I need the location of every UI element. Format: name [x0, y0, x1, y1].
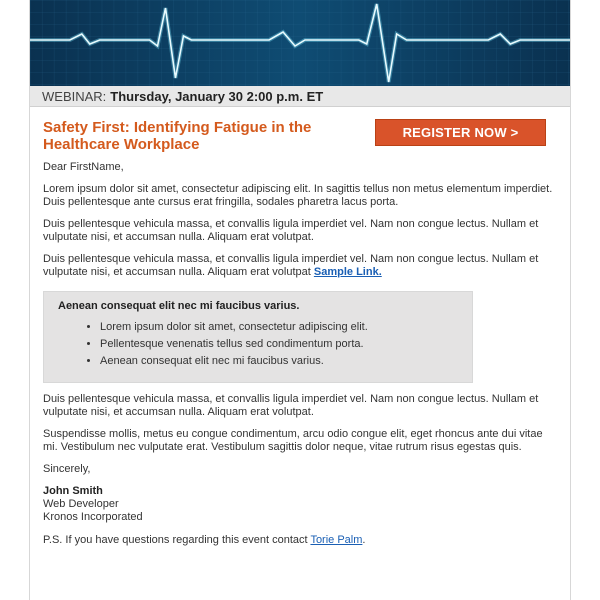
signature-name: John Smith — [43, 485, 103, 497]
webinar-label: WEBINAR: — [42, 88, 107, 104]
body-paragraph-5: Suspendisse mollis, metus eu congue condimentum, arcu odio congue elit, eget rhoncus ante dui vitae mi. Vestibulum nec vulputate erat. Vestibulum sagittis dolor neque, vitae rutrum risus egestas quis. — [43, 428, 543, 453]
body-paragraph-2: Duis pellentesque vehicula massa, et convallis ligula imperdiet vel. Nam non congue lectus. Nullam et vulputate nisi, et accumsan nulla. Aliquam erat volutpat. — [43, 218, 539, 243]
postscript — [43, 534, 558, 547]
email-frame — [29, 0, 571, 600]
event-title: Safety First: Identifying Fatigue in the Healthcare Workplace — [43, 119, 312, 153]
callout-heading: Aenean consequat elit nec mi faucibus varius. — [58, 300, 300, 312]
callout-box — [43, 291, 473, 383]
signature-role: Web Developer — [43, 498, 119, 510]
body-paragraph-3 — [43, 253, 558, 279]
ekg-line-graphic — [30, 0, 570, 86]
list-item: • Pellentesque venenatis tellus sed condimentum porta. — [100, 338, 458, 351]
sample-link[interactable]: Sample Link. — [313, 266, 382, 278]
webinar-date-bar — [30, 86, 570, 107]
body-paragraph-1: Lorem ipsum dolor sit amet, consectetur adipiscing elit. In sagittis tellus non metus elementum imperdiet. Duis pellentesque ante cursus erat fringilla, sodales pharetra lacus porta. — [43, 183, 553, 208]
list-item: • Aenean consequat elit nec mi faucibus varius. — [100, 355, 458, 368]
register-now-button[interactable]: REGISTER NOW > — [375, 119, 546, 146]
contact-link[interactable]: Torie Palm — [310, 534, 363, 546]
greeting: Dear FirstName, — [43, 161, 124, 173]
list-item: • Lorem ipsum dolor sit amet, consectetur adipiscing elit. — [100, 321, 458, 334]
webinar-date: Thursday, January 30 2:00 p.m. ET — [110, 88, 324, 104]
signature-company: Kronos Incorporated — [43, 511, 143, 523]
hero-banner-heartbeat — [30, 0, 570, 86]
title-row — [43, 119, 558, 153]
callout-list — [58, 321, 458, 368]
body-paragraph-4: Duis pellentesque vehicula massa, et convallis ligula imperdiet vel. Nam non congue lectus. Nullam et vulputate nisi, et accumsan nulla. Aliquam erat volutpat. — [43, 393, 539, 418]
signature-block — [43, 485, 558, 524]
postscript-text: P.S. If you have questions regarding this event contact — [43, 534, 311, 546]
body-paragraph-3-text: Duis pellentesque vehicula massa, et convallis ligula imperdiet vel. Nam non congue lectus. Nullam et vulputate nisi, et accumsan nulla. Aliquam erat volutpat — [43, 253, 539, 278]
postscript-end: . — [362, 534, 366, 546]
email-body — [30, 107, 570, 547]
closing: Sincerely, — [43, 463, 91, 475]
